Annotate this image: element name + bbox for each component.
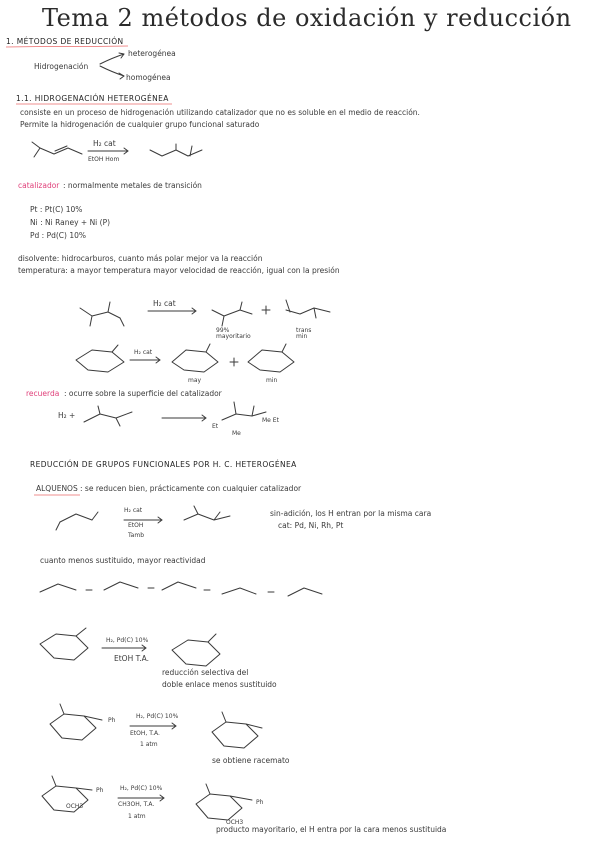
reaction-arrow xyxy=(118,795,164,801)
heterogeneous-label: heterogénea xyxy=(128,49,176,58)
reaction-arrow xyxy=(130,723,176,729)
reagent-label: H₂, Pd(C) 10% xyxy=(106,637,149,644)
alquenos-label: ALQUENOS xyxy=(36,484,78,493)
reaction-arrow xyxy=(124,517,162,523)
cyclohexanone-structure xyxy=(42,776,92,812)
rxn-a-note: doble enlace menos sustituido xyxy=(162,680,277,689)
alkane-product xyxy=(286,300,330,318)
reagent-label: EtOH Hom xyxy=(88,156,120,163)
plus-sign xyxy=(230,358,238,366)
alkane-product xyxy=(212,302,252,326)
cyclohexanone-product xyxy=(212,712,262,748)
alkene-structure xyxy=(32,142,82,157)
substituent-label: Ph xyxy=(108,717,116,724)
reagent-label: H₂ cat xyxy=(134,349,153,356)
section-heading-groups: REDUCCIÓN DE GRUPOS FUNCIONALES POR H. C. HETEROGÉNEA xyxy=(30,460,297,469)
reaction-arrow xyxy=(88,148,128,154)
reagent-label: EtOH T.A. xyxy=(114,654,150,663)
reaction-arrow xyxy=(148,308,196,314)
reagent-label: H₂ cat xyxy=(93,139,116,148)
reaction-arrow xyxy=(162,415,206,421)
catalyst-item: Pt : Pt(C) 10% xyxy=(30,205,83,214)
reactivity-note: cuanto menos sustituido, mayor reactividad xyxy=(40,556,206,565)
product-note: min xyxy=(266,377,278,384)
reagent-label: EtOH, T.A. xyxy=(130,730,160,737)
cyclohexene-structure xyxy=(40,628,88,660)
reagent-label: CH3OH, T.A. xyxy=(118,801,155,808)
cyclohexene-structure xyxy=(76,345,124,372)
reagent-label: H₂ + xyxy=(58,411,76,420)
reagent-label: 1 atm xyxy=(140,741,158,748)
alquenos-text: : se reducen bien, prácticamente con cualquier catalizador xyxy=(80,484,302,493)
plus-sign xyxy=(262,306,270,314)
reagent-label: EtOH xyxy=(128,522,144,529)
branch-arrows xyxy=(100,53,124,79)
reagent-label: H₂, Pd(C) 10% xyxy=(120,785,163,792)
reaction-arrow xyxy=(130,357,160,363)
page-title: Tema 2 métodos de oxidación y reducción xyxy=(42,4,572,32)
cyclohexanone-structure xyxy=(50,704,102,740)
reaction-arrow xyxy=(102,645,146,651)
rxn-c-note: producto mayoritario, el H entra por la cara menos sustituida xyxy=(216,825,447,834)
reagent-label: H₂, Pd(C) 10% xyxy=(136,713,179,720)
catalyst-item: Ni : Ni Raney + Ni (P) xyxy=(30,218,111,227)
recuerda-text: : ocurre sobre la superficie del catalizador xyxy=(64,389,222,398)
definition-line-2: Permite la hidrogenación de cualquier grupo funcional saturado xyxy=(20,120,260,129)
alkane-product xyxy=(150,144,202,156)
alquenos-note: cat: Pd, Ni, Rh, Pt xyxy=(278,521,344,530)
substituent-label: OCH3 xyxy=(226,819,244,826)
product-note: may xyxy=(188,377,202,384)
cyclohexane-product xyxy=(172,634,220,666)
alquenos-note: sin-adición, los H entran por la misma cara xyxy=(270,509,432,518)
section-heading-1: 1. MÉTODOS DE REDUCCIÓN xyxy=(6,37,124,46)
cyclohexane-product xyxy=(248,344,294,372)
rxn-b-note: se obtiene racemato xyxy=(212,756,290,765)
product-note: 99% mayoritario xyxy=(216,327,251,340)
substituent-label: Ph xyxy=(96,787,104,794)
substituent-label: OCH3 xyxy=(66,803,84,810)
hydrogenation-label: Hidrogenación xyxy=(34,62,89,71)
alkene-structure xyxy=(84,406,132,426)
product-structure xyxy=(222,402,266,420)
alkene-structure xyxy=(80,302,124,326)
cyclohexanone-product xyxy=(196,784,252,820)
cyclohexane-product xyxy=(172,344,218,372)
catalyst-item: Pd : Pd(C) 10% xyxy=(30,231,87,240)
product-structure xyxy=(184,506,230,520)
reagent-label: H₂ cat xyxy=(124,507,143,514)
disolvente-text: disolvente: hidrocarburos, cuanto más polar mejor va la reacción xyxy=(18,254,263,263)
substituent-label: Et xyxy=(212,423,219,430)
alkene-structure xyxy=(56,512,98,530)
product-note: trans min xyxy=(296,327,312,340)
reagent-label: 1 atm xyxy=(128,813,146,820)
substituent-label: Me Et xyxy=(262,417,279,424)
recuerda-label: recuerda xyxy=(26,389,60,398)
catalizador-label: catalizador xyxy=(18,181,60,190)
definition-line-1: consiste en un proceso de hidrogenación utilizando catalizador que no es soluble en el medio de reacción. xyxy=(20,108,420,117)
rxn-a-note: reducción selectiva del xyxy=(162,668,249,677)
reagent-label: H₂ cat xyxy=(153,299,176,308)
temperatura-text: temperatura: a mayor temperatura mayor velocidad de reacción, igual con la presión xyxy=(18,266,340,275)
section-heading-1-1: 1.1. HIDROGENACIÓN HETEROGÉNEA xyxy=(16,94,169,103)
heading-underline xyxy=(6,46,128,47)
homogeneous-label: homogénea xyxy=(126,73,171,82)
catalizador-text: : normalmente metales de transición xyxy=(63,181,202,190)
substituent-label: Ph xyxy=(256,799,264,806)
substituent-label: Me xyxy=(232,430,241,437)
alkene-series xyxy=(40,582,322,596)
reagent-label: Tamb xyxy=(128,532,145,539)
